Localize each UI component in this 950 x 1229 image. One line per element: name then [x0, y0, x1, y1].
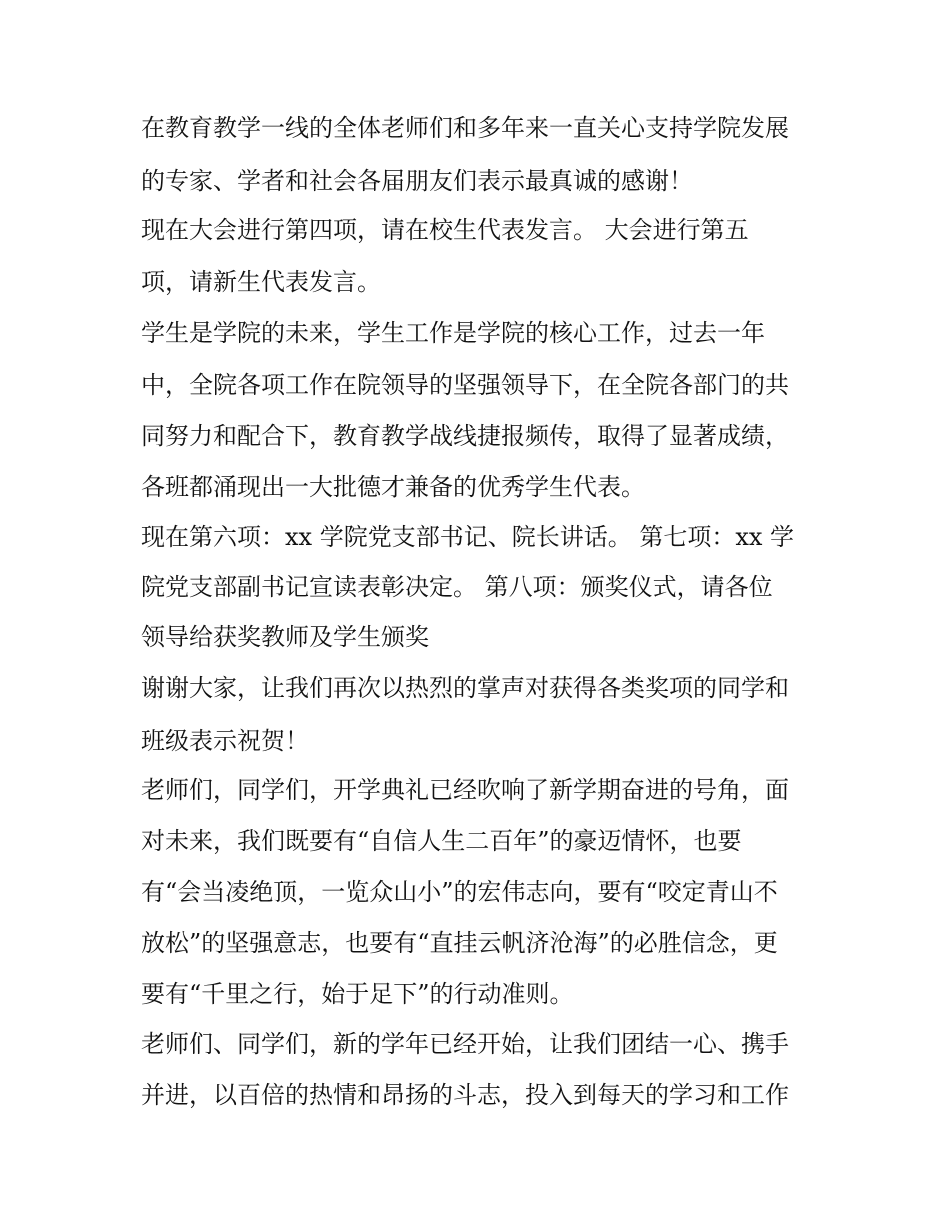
- text-line: 各班都涌现出一大批德才兼备的优秀学生代表。: [141, 473, 645, 501]
- text-line: 老师们，同学们，开学典礼已经吹响了新学期奋进的号角，面: [141, 776, 789, 804]
- text-line: 现在大会进行第四项，请在校生代表发言。 大会进行第五: [141, 216, 749, 244]
- text-line: 同努力和配合下，教育教学战线捷报频传，取得了显著成绩，: [141, 422, 789, 450]
- text-line: 要有“千里之行，始于足下”的行动准则。: [141, 980, 574, 1008]
- text-line: 领导给获奖教师及学生颁奖: [141, 623, 429, 651]
- text-line: 有“会当凌绝顶，一览众山小”的宏伟志向，要有“咬定青山不: [141, 878, 778, 906]
- text-line: 的专家、学者和社会各届朋友们表示最真诚的感谢！: [141, 167, 693, 195]
- text-line: 对未来，我们既要有“自信人生二百年”的豪迈情怀，也要: [141, 827, 742, 855]
- text-line: 并进，以百倍的热情和昂扬的斗志，投入到每天的学习和工作: [141, 1081, 789, 1109]
- text-line: 现在第六项：xx 学院党支部书记、院长讲话。 第七项：xx 学: [141, 523, 795, 551]
- text-line: 班级表示祝贺！: [141, 727, 309, 755]
- text-line: 放松”的坚强意志，也要有“直挂云帆济沧海”的必胜信念，更: [141, 929, 778, 957]
- text-line: 老师们、同学们，新的学年已经开始，让我们团结一心、携手: [141, 1030, 789, 1058]
- text-line: 项，请新生代表发言。: [141, 268, 381, 296]
- text-line: 院党支部副书记宣读表彰决定。 第八项：颁奖仪式，请各位: [141, 573, 773, 601]
- text-line: 谢谢大家，让我们再次以热烈的掌声对获得各类奖项的同学和: [141, 674, 789, 702]
- text-line: 学生是学院的未来，学生工作是学院的核心工作，过去一年: [141, 319, 765, 347]
- text-line: 中，全院各项工作在院领导的坚强领导下，在全院各部门的共: [141, 371, 789, 399]
- text-line: 在教育教学一线的全体老师们和多年来一直关心支持学院发展: [141, 114, 789, 142]
